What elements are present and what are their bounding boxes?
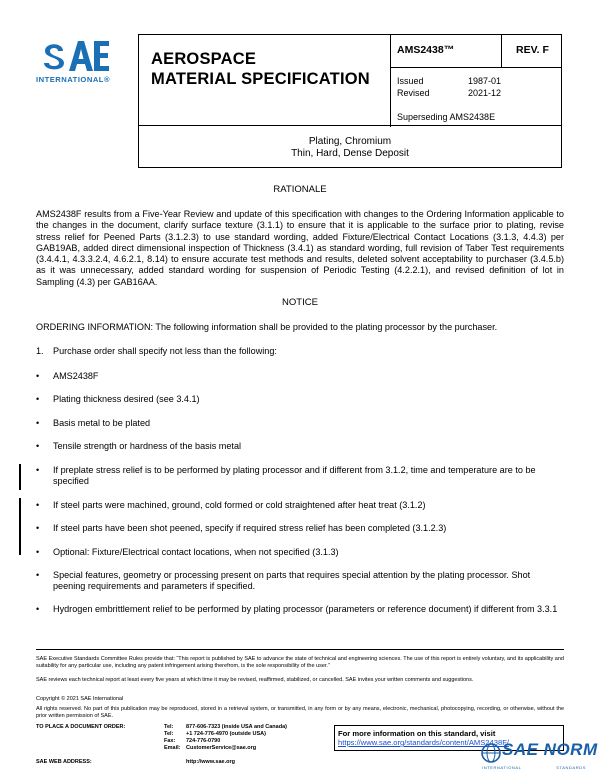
committee-rules: SAE Executive Standards Committee Rules provide that: “This report is published by SAE to advance the state of technical and engineering sciences. The use of this report is entirely voluntary, and its applicability and suitability for any particular use, including any patent infringement arising therefrom, is the sole responsibility of the user.” <box>36 656 564 669</box>
bullet: • <box>36 394 40 404</box>
list-item <box>36 500 564 511</box>
header-box <box>138 34 562 126</box>
list-item-text: If preplate stress relief is to be performed by plating processor and if different from 3.1.2, time and temperature are to be specified <box>53 465 536 487</box>
dates-block <box>391 68 562 127</box>
list-item-text: AMS2438F <box>53 371 99 381</box>
bullet: • <box>36 523 40 533</box>
list-item-text: If steel parts have been shot peened, specify if required stress relief has been completed (3.1.2.3) <box>53 523 447 533</box>
bullet: • <box>36 465 40 475</box>
bullet: • <box>36 418 40 428</box>
sae-logo-subtitle: INTERNATIONAL® <box>36 75 111 84</box>
list-item-text: Basis metal to be plated <box>53 418 151 428</box>
list-item <box>36 547 564 558</box>
contact-type: Tel: <box>164 731 174 737</box>
change-bar <box>19 498 21 555</box>
sae-norm-subtitle <box>482 765 586 770</box>
issued-label: Issued <box>397 76 424 86</box>
more-info-heading: For more information on this standard, visit <box>338 729 496 738</box>
sae-norm-text: SAE NORM <box>502 740 598 759</box>
change-bar <box>19 464 21 490</box>
review-note: SAE reviews each technical report at least every five years at which time it may be revised, reaffirmed, stabilized, or cancelled. SAE invites your written comments and suggestions. <box>36 677 474 683</box>
sae-norm-watermark <box>478 740 598 774</box>
subject-box <box>138 126 562 168</box>
revised-label: Revised <box>397 88 430 98</box>
revised-row <box>397 87 562 99</box>
contact-value: 877-606-7323 (inside USA and Canada) <box>186 724 287 730</box>
superseding: Superseding AMS2438E <box>397 112 496 122</box>
issued-row <box>397 75 562 87</box>
contact-value: +1 724-776-4970 (outside USA) <box>186 731 266 737</box>
list-item-text: If steel parts were machined, ground, cold formed or cold straightened after heat treat (3.1.2) <box>53 500 426 510</box>
bullet: • <box>36 500 40 510</box>
list-item <box>36 394 564 405</box>
document-type <box>139 35 391 127</box>
contact-type: Fax: <box>164 738 176 744</box>
contact-row <box>36 738 336 745</box>
revision: REV. F <box>502 35 562 68</box>
list-item <box>36 523 564 534</box>
web-address <box>36 759 235 765</box>
contact-row <box>36 724 336 731</box>
revised-date: 2021-12 <box>468 88 502 98</box>
bullet: • <box>36 604 40 614</box>
list-item <box>36 465 564 488</box>
contact-row <box>36 745 336 752</box>
notice-heading: NOTICE <box>282 297 318 308</box>
order-contacts <box>36 724 336 752</box>
bullet: • <box>36 371 40 381</box>
contact-value: 724-776-0790 <box>186 738 221 744</box>
contact-row <box>36 731 336 738</box>
web-value[interactable]: http://www.sae.org <box>186 759 235 765</box>
sae-norm-sub-right: STANDARDS <box>556 765 586 770</box>
list-item <box>36 570 564 593</box>
bullet: • <box>36 570 40 580</box>
list-item <box>36 418 564 429</box>
numbered-item <box>36 346 564 357</box>
title-line-1: AEROSPACE <box>151 50 257 68</box>
list-item-text: Plating thickness desired (see 3.4.1) <box>53 394 200 404</box>
order-label: TO PLACE A DOCUMENT ORDER: <box>36 724 126 730</box>
item-text: Purchase order shall specify not less than the following: <box>53 346 277 356</box>
bullet: • <box>36 441 40 451</box>
list-item <box>36 371 564 382</box>
web-label: SAE WEB ADDRESS: <box>36 759 92 765</box>
sae-logo <box>36 37 122 93</box>
ordering-info: ORDERING INFORMATION: The following information shall be provided to the plating processor by the purchaser. <box>36 322 498 332</box>
contact-value: CustomerService@sae.org <box>186 745 257 751</box>
footer-divider <box>36 649 564 650</box>
globe-icon <box>480 742 502 764</box>
rights-reserved: All rights reserved. No part of this publication may be reproduced, stored in a retrieval system, or transmitted, in any form or by any means, electronic, mechanical, photocopying, recording, or otherwise, without the prior written permission of SAE. <box>36 706 564 719</box>
subject-line-2: Thin, Hard, Dense Deposit <box>291 148 409 159</box>
list-item-text: Hydrogen embrittlement relief to be performed by plating processor (parameters or reference document) if different from 3.3.1 <box>53 604 558 614</box>
contact-type: Email: <box>164 745 181 751</box>
doc-number: AMS2438™ <box>391 35 502 68</box>
title-line-2: MATERIAL SPECIFICATION <box>151 70 370 88</box>
rationale-heading: RATIONALE <box>273 184 327 195</box>
list-item <box>36 441 564 452</box>
contact-type: Tel: <box>164 724 174 730</box>
list-item <box>36 604 564 615</box>
bullet: • <box>36 547 40 557</box>
list-item-text: Tensile strength or hardness of the basis metal <box>53 441 242 451</box>
standard-link[interactable]: https://www.sae.org/standards/content/AMS2438F/ <box>338 738 509 747</box>
list-item-text: Special features, geometry or processing present on parts that requires special attention by the plating processor. Shot peening requirements and parameters if specified. <box>53 570 531 592</box>
rationale-text: AMS2438F results from a Five-Year Review and update of this specification with changes to the Ordering Information applicable to the changes in the document, clarify surface texture (3.1.1) to ensure that it is applicable to the surface prior to plating, revise stress relief for Peened Parts (3.1.2.3) to use standard wording, added Fixture/Electrical Contact Locations (3.1.3, 4.4.3) per GAB19AB, added direct dimensional inspection of Thickness (3.4.1) as standard wording, full revision of Taber Test requirements (3.4.4.1, 4.3.3.2.4, 4.6.2.1, 8.14) to ensure accurate test methods and results, deleted solvent acceptability to purchaser (3.4.5.b) as it was unnecessary, added standard wording for suspension of Periodic Testing (4.2.2.1), and revised definition of lot in Sampling (4.3) per GAB16AA. <box>36 209 564 287</box>
copyright: Copyright © 2021 SAE International <box>36 696 124 702</box>
sae-norm-sub-left: INTERNATIONAL <box>482 765 522 770</box>
list-item-text: Optional: Fixture/Electrical contact locations, when not specified (3.1.3) <box>53 547 339 557</box>
item-number: 1. <box>36 346 44 356</box>
issued-date: 1987-01 <box>468 76 502 86</box>
sae-logo-mark <box>42 37 110 73</box>
subject-line-1: Plating, Chromium <box>308 136 392 147</box>
